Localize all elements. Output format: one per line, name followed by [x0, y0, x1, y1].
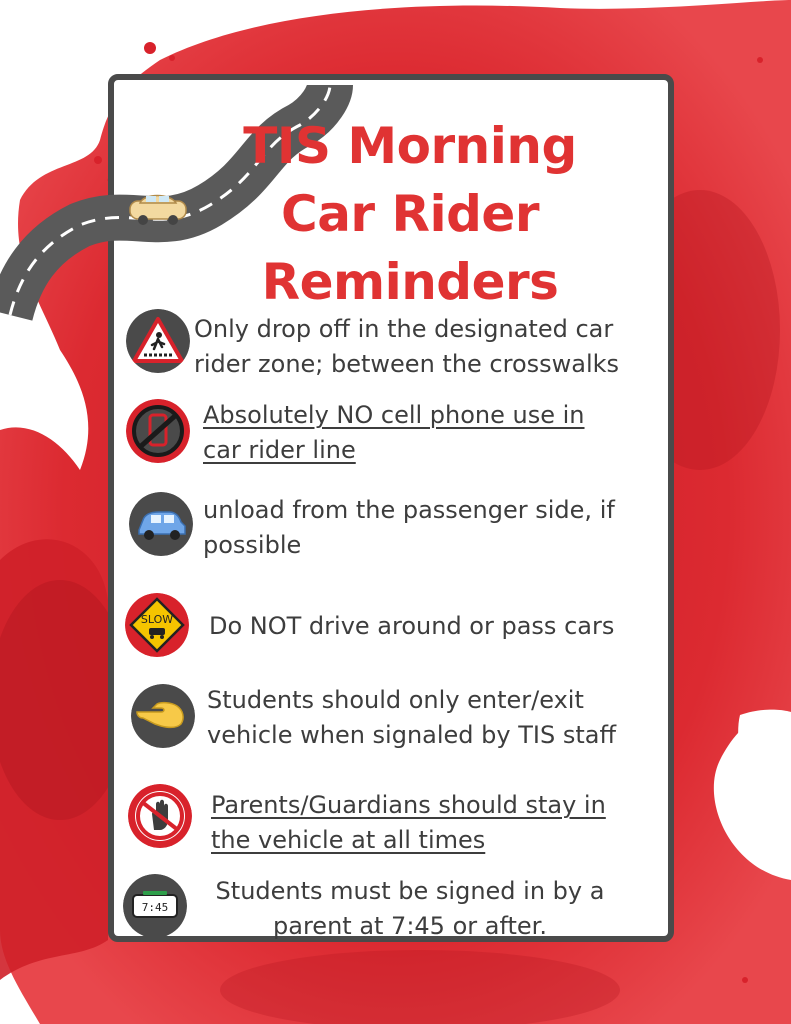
title-line-1: TIS Morning [243, 117, 577, 175]
svg-text:SLOW: SLOW [140, 613, 174, 626]
no-hand-icon [128, 784, 192, 848]
reminder-3-text: unload from the passenger side, if possible [203, 496, 615, 559]
pedestrian-crossing-sign-icon [126, 309, 190, 373]
reminder-2-text: Absolutely NO cell phone use in car rider line [203, 401, 585, 464]
title-line-2: Car Rider [281, 185, 539, 243]
car-icon [129, 492, 193, 556]
digital-clock-icon [123, 874, 187, 938]
reminder-7-text: Students must be signed in by a parent at 7:45 or after. [215, 877, 605, 940]
clock-readout: 7:45 [141, 901, 169, 914]
slow-sign-icon [125, 593, 189, 657]
reminder-6-text: Parents/Guardians should stay in the vehicle at all times [211, 791, 606, 854]
reminder-4-text: Do NOT drive around or pass cars [209, 612, 615, 640]
flyer-title [150, 112, 670, 316]
pointing-hand-icon [131, 684, 195, 748]
reminder-5-text: Students should only enter/exit vehicle when signaled by TIS staff [207, 686, 616, 749]
title-line-3: Reminders [261, 253, 559, 311]
no-phone-icon [126, 399, 190, 463]
reminder-1-text: Only drop off in the designated car rider zone; between the crosswalks [194, 315, 620, 378]
